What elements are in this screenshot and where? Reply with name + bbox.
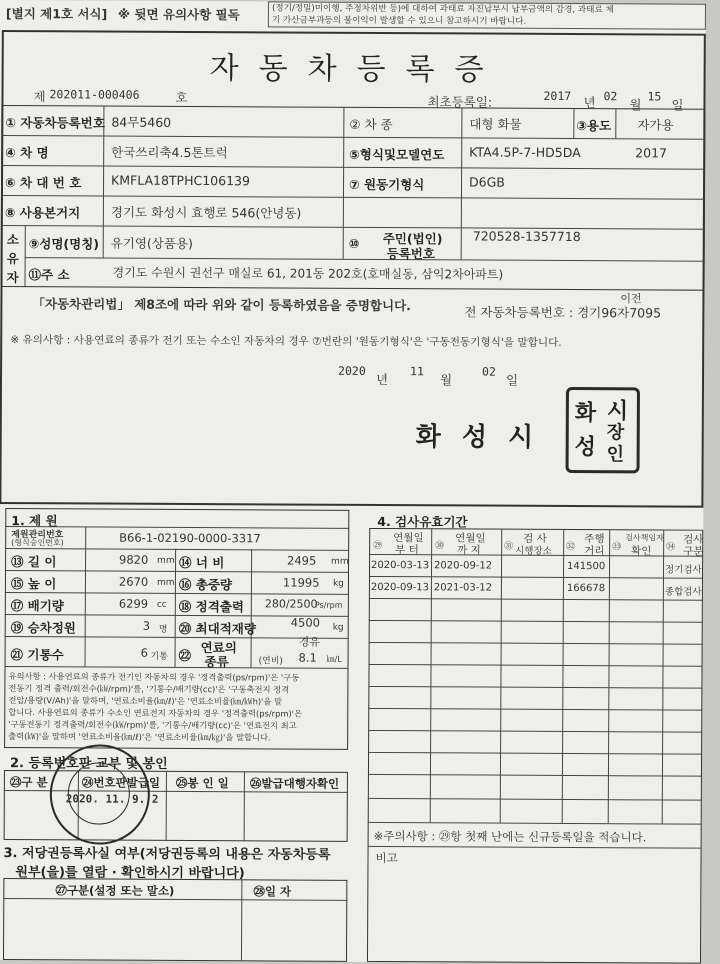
resident-number-label-1: 주민(법인): [382, 231, 443, 247]
document-title: 자동차등록증: [209, 51, 504, 88]
issue-date-month: 11: [410, 364, 424, 379]
owner-address-value: 경기도 수원시 권선구 매실로 61, 201동 202호(호매실동, 삼익2차아파트): [112, 265, 504, 282]
chassis-number-value: KMFLA18TPHC106139: [111, 172, 251, 189]
insp-header-from-2: 부 터: [395, 544, 419, 557]
usage-value: 자가용: [637, 117, 674, 133]
lien-section-title-1: 3. 저당권등록사실 여부(저당권등록의 내용은 자동차등록: [3, 846, 331, 863]
first-registration-year: 2017: [543, 88, 572, 103]
seal-char-3: 시: [606, 398, 629, 425]
approval-number-label-2: (형식승인번호): [11, 538, 64, 548]
specs-section-title: 1. 제 원: [11, 513, 58, 529]
gross-weight-unit: kg: [332, 578, 344, 589]
insp-row-1-mileage: 141500: [567, 560, 606, 573]
seal-char-2: 성: [574, 434, 597, 461]
insp-header-to-num: ㉚: [435, 541, 445, 552]
cylinders-label: ㉑ 기통수: [10, 647, 64, 663]
owner-address-label: ⑪주 소: [28, 267, 70, 283]
insp-header-mileage-num: ㉜: [566, 541, 576, 553]
inspection-footnote: ※주의사항 : ㉙항 첫째 난에는 신규등록일을 적습니다.: [373, 828, 647, 845]
doc-ho: 호: [175, 89, 188, 105]
rated-power-unit: Ps/rpm: [314, 600, 343, 610]
approval-number-label-1: 제원관리번호: [11, 530, 64, 541]
issue-date-year: 2020: [338, 363, 366, 378]
insp-header-place-2: 시행장소: [515, 545, 552, 557]
height-unit: mm: [156, 577, 175, 588]
max-load-label: ⑳ 최대적재량: [178, 620, 256, 637]
previous-reg-above: 이전: [620, 292, 642, 306]
specs-note-line-1: 유의사항 : 사용연료의 종류가 전기인 자동차의 경우 '정격출력(ps/rpm)'은 '구동: [8, 671, 300, 683]
usage-label: ③용도: [576, 118, 612, 134]
vehicle-class-label: ② 차 종: [349, 116, 393, 133]
fuel-efficiency-value: 8.1: [298, 650, 317, 665]
displacement-value: 6299: [118, 596, 149, 611]
certification-statement: 「자동차관리법」 제8조에 따라 위와 같이 등록하였음을 증명합니다.: [32, 296, 411, 314]
rated-power-value: 280/2500: [264, 597, 318, 611]
seal-char-5: 인: [606, 444, 625, 466]
fuel-efficiency-unit: ㎞/L: [326, 654, 342, 664]
first-registration-day: 15: [647, 89, 662, 104]
lien-col-category: ㉗구분(설정 또는 말소): [55, 883, 175, 898]
seating-capacity-label: ⑲ 승차정원: [10, 620, 76, 636]
vehicle-name-label: ④ 차 명: [5, 145, 49, 161]
resident-number-label-2: 등록번호: [386, 246, 436, 262]
model-year-value: 2017: [635, 145, 668, 161]
insp-row-2-type: 종합검사: [664, 586, 702, 598]
registration-number-label: ① 자동차등록번호: [5, 115, 105, 131]
insp-row-1-from: 2020-03-13: [371, 559, 430, 572]
plate-col-issue-date: ㉔번호판발급일: [81, 775, 161, 790]
insp-header-from-num: ㉙: [373, 540, 383, 552]
fuel-type-label-2: 종류: [204, 654, 229, 670]
cylinders-value: 6: [140, 645, 148, 660]
seating-capacity-unit: 명: [158, 624, 168, 635]
inspection-section-title: 4. 검사유효기간: [377, 513, 468, 530]
base-location-label: ⑧ 사용본거지: [4, 205, 81, 221]
insp-row-1-type: 정기검사: [664, 564, 702, 576]
specs-note-line-4: 합니다. 사용연료의 종류가 수소인 연료전지 자동차의 경우 '정격출력(ps/rpm)'은: [8, 707, 303, 719]
lien-section-title-2: 원부(을)를 열람 · 확인하시기 바랍니다): [15, 865, 245, 882]
insp-header-confirm-2: 확인: [631, 545, 652, 558]
doc-number: 202011-000406: [49, 87, 140, 102]
cylinders-unit: 기통: [150, 651, 168, 662]
doc-no-prefix: 제: [33, 89, 46, 105]
width-label: ⑭ 너 비: [179, 554, 225, 571]
plate-col-agent-check: ㉖발급대행자확인: [249, 776, 340, 791]
rear-side-notice: ※ 뒷면 유의사항 필독: [117, 6, 240, 23]
insp-header-place-num: ㉛: [504, 541, 514, 552]
specs-note-line-6: 출력(㎾)'을 말하며 '연료소비율(㎞/ℓ)'은 '연료소비율(㎞/㎏)'을 말합니다.: [8, 731, 271, 743]
header-notice-line2: 기 가산금부과등의 불이익이 발생할 수 있으니 참고하시기 바랍니다.: [271, 15, 527, 27]
approval-number-value: B66-1-02190-0000-3317: [119, 530, 261, 546]
seal-char-1: 화: [574, 400, 597, 427]
insp-header-mileage-1: 주행: [584, 533, 605, 546]
header-notice-line1: (정기/정밀)미이행, 주정차위반 등)에 대하여 과태료 자진납부시 납부금액의 감경, 과태료 체: [271, 3, 614, 16]
insp-header-place-1: 검 사: [523, 532, 547, 545]
length-value: 9820: [119, 552, 149, 567]
first-registration-day-char: 일: [671, 97, 684, 113]
insp-header-type-num: ㉞: [666, 542, 676, 553]
issuer-name: 화 성 시: [415, 422, 540, 453]
insp-header-confirm-1: 검사책임자: [625, 533, 664, 543]
max-load-value: 4500: [290, 615, 321, 630]
fuel-number: ㉒: [178, 647, 192, 664]
plate-col-seal-date: ㉕봉 인 일: [175, 775, 229, 791]
specs-note-line-2: 전동기 정격 출력/회전수(㎾/rpm)'를, '기통수/배기량(cc)'은 '구동축전지 정격: [8, 683, 290, 695]
length-label: ⑬ 길 이: [11, 554, 57, 570]
insp-header-type-2: 구분: [683, 545, 704, 558]
seating-capacity-value: 3: [142, 618, 151, 633]
lien-col-date: ㉘일 자: [253, 884, 292, 899]
stamp-date: 2020. 11. 9. 2: [65, 792, 159, 806]
vehicle-name-value: 한국쓰리축4.5톤트럭: [111, 144, 228, 161]
width-value: 2495: [287, 553, 317, 568]
issue-date-day: 02: [482, 364, 496, 379]
plate-col-category: ㉓구 분: [9, 775, 48, 790]
gross-weight-label: ⑯ 총중량: [178, 576, 233, 593]
fuel-type-label-1: 연료의: [200, 640, 237, 656]
vehicle-class-value: 대형 화물: [469, 116, 522, 132]
insp-header-from-1: 연월일: [393, 532, 424, 545]
issue-date-year-char: 년: [375, 371, 389, 388]
plate-section-title: 2. 등록번호판 교부 및 봉인: [9, 756, 168, 772]
resident-number-value: 720528-1357718: [472, 228, 581, 245]
displacement-unit: cc: [156, 599, 167, 610]
issue-date-day-char: 일: [505, 372, 519, 388]
model-type-value: KTA4.5P-7-HD5DA: [469, 144, 581, 161]
max-load-unit: kg: [332, 622, 344, 633]
caution-note: ※ 유의사항 : 사용연료의 종류가 전기 또는 수소인 자동차의 경우 ⑦번란의 '원동기형식'은 '구동전동기형식'을 말합니다.: [10, 334, 562, 349]
owner-label-char-1: 소: [6, 232, 19, 248]
seal-char-4: 장: [606, 422, 625, 444]
form-number: [별지 제1호 서식]: [5, 6, 108, 22]
insp-header-to-2: 까 지: [457, 544, 481, 557]
model-year-label: ⑤형식및모델연도: [349, 146, 445, 163]
insp-row-1-to: 2020-09-12: [434, 560, 493, 572]
gross-weight-value: 11995: [282, 575, 320, 590]
first-registration-label: 최초등록일:: [427, 94, 493, 110]
specs-note-line-3: 전압/용량(V/Ah)'을 말하며, '연료소비율(㎞/ℓ)'은 '연료소비율(㎞/㎾h)'을 말: [8, 695, 283, 707]
first-registration-year-char: 년: [583, 95, 596, 111]
engine-type-value: D6GB: [469, 174, 505, 190]
rated-power-label: ⑱ 정격출력: [178, 598, 245, 615]
remarks-label: 비고: [375, 850, 398, 866]
insp-row-2-to: 2021-03-12: [433, 582, 493, 594]
chassis-number-label: ⑥ 차 대 번 호: [5, 175, 82, 191]
previous-registration-number: 전 자동차등록번호 : 경기96자7095: [464, 304, 662, 321]
insp-row-2-mileage: 166678: [566, 582, 606, 595]
width-unit: mm: [331, 556, 349, 567]
height-label: ⑮ 높 이: [10, 576, 57, 592]
resident-number-label-num: ⑩: [348, 235, 360, 251]
insp-header-to-1: 연월일: [455, 532, 486, 545]
specs-note-line-5: '구동전동기 정격출력/회전수(㎾/rpm)'를, '기통수/배기량(cc)'은 '연료전지 최고: [8, 719, 297, 731]
fuel-type-value: 경유: [298, 635, 320, 649]
insp-row-2-from: 2020-09-13: [370, 581, 430, 594]
insp-header-mileage-2: 거리: [584, 545, 605, 558]
first-registration-month-char: 월: [629, 97, 642, 113]
issue-date-month-char: 월: [439, 372, 453, 388]
inspection-table: [367, 528, 703, 964]
insp-header-confirm-num: ㉝: [612, 542, 622, 553]
fuel-efficiency-label: (연비): [258, 656, 283, 667]
height-value: 2670: [118, 574, 149, 589]
displacement-label: ⑰ 배기량: [10, 598, 64, 614]
owner-label-char-3: 자: [6, 270, 19, 286]
base-location-value: 경기도 화성시 효행로 546(안녕동): [110, 204, 302, 221]
owner-name-value: 유기영(상품용): [110, 235, 193, 252]
engine-type-label: ⑦ 원동기형식: [349, 176, 425, 193]
insp-header-type-1: 검사: [683, 533, 704, 546]
official-seal: [566, 387, 640, 473]
first-registration-month: 02: [603, 89, 618, 104]
registration-number-value: 84무5460: [111, 114, 172, 130]
owner-label-char-2: 유: [6, 251, 19, 267]
length-unit: mm: [157, 555, 175, 566]
owner-name-label: ⑨성명(명칭): [28, 236, 100, 252]
